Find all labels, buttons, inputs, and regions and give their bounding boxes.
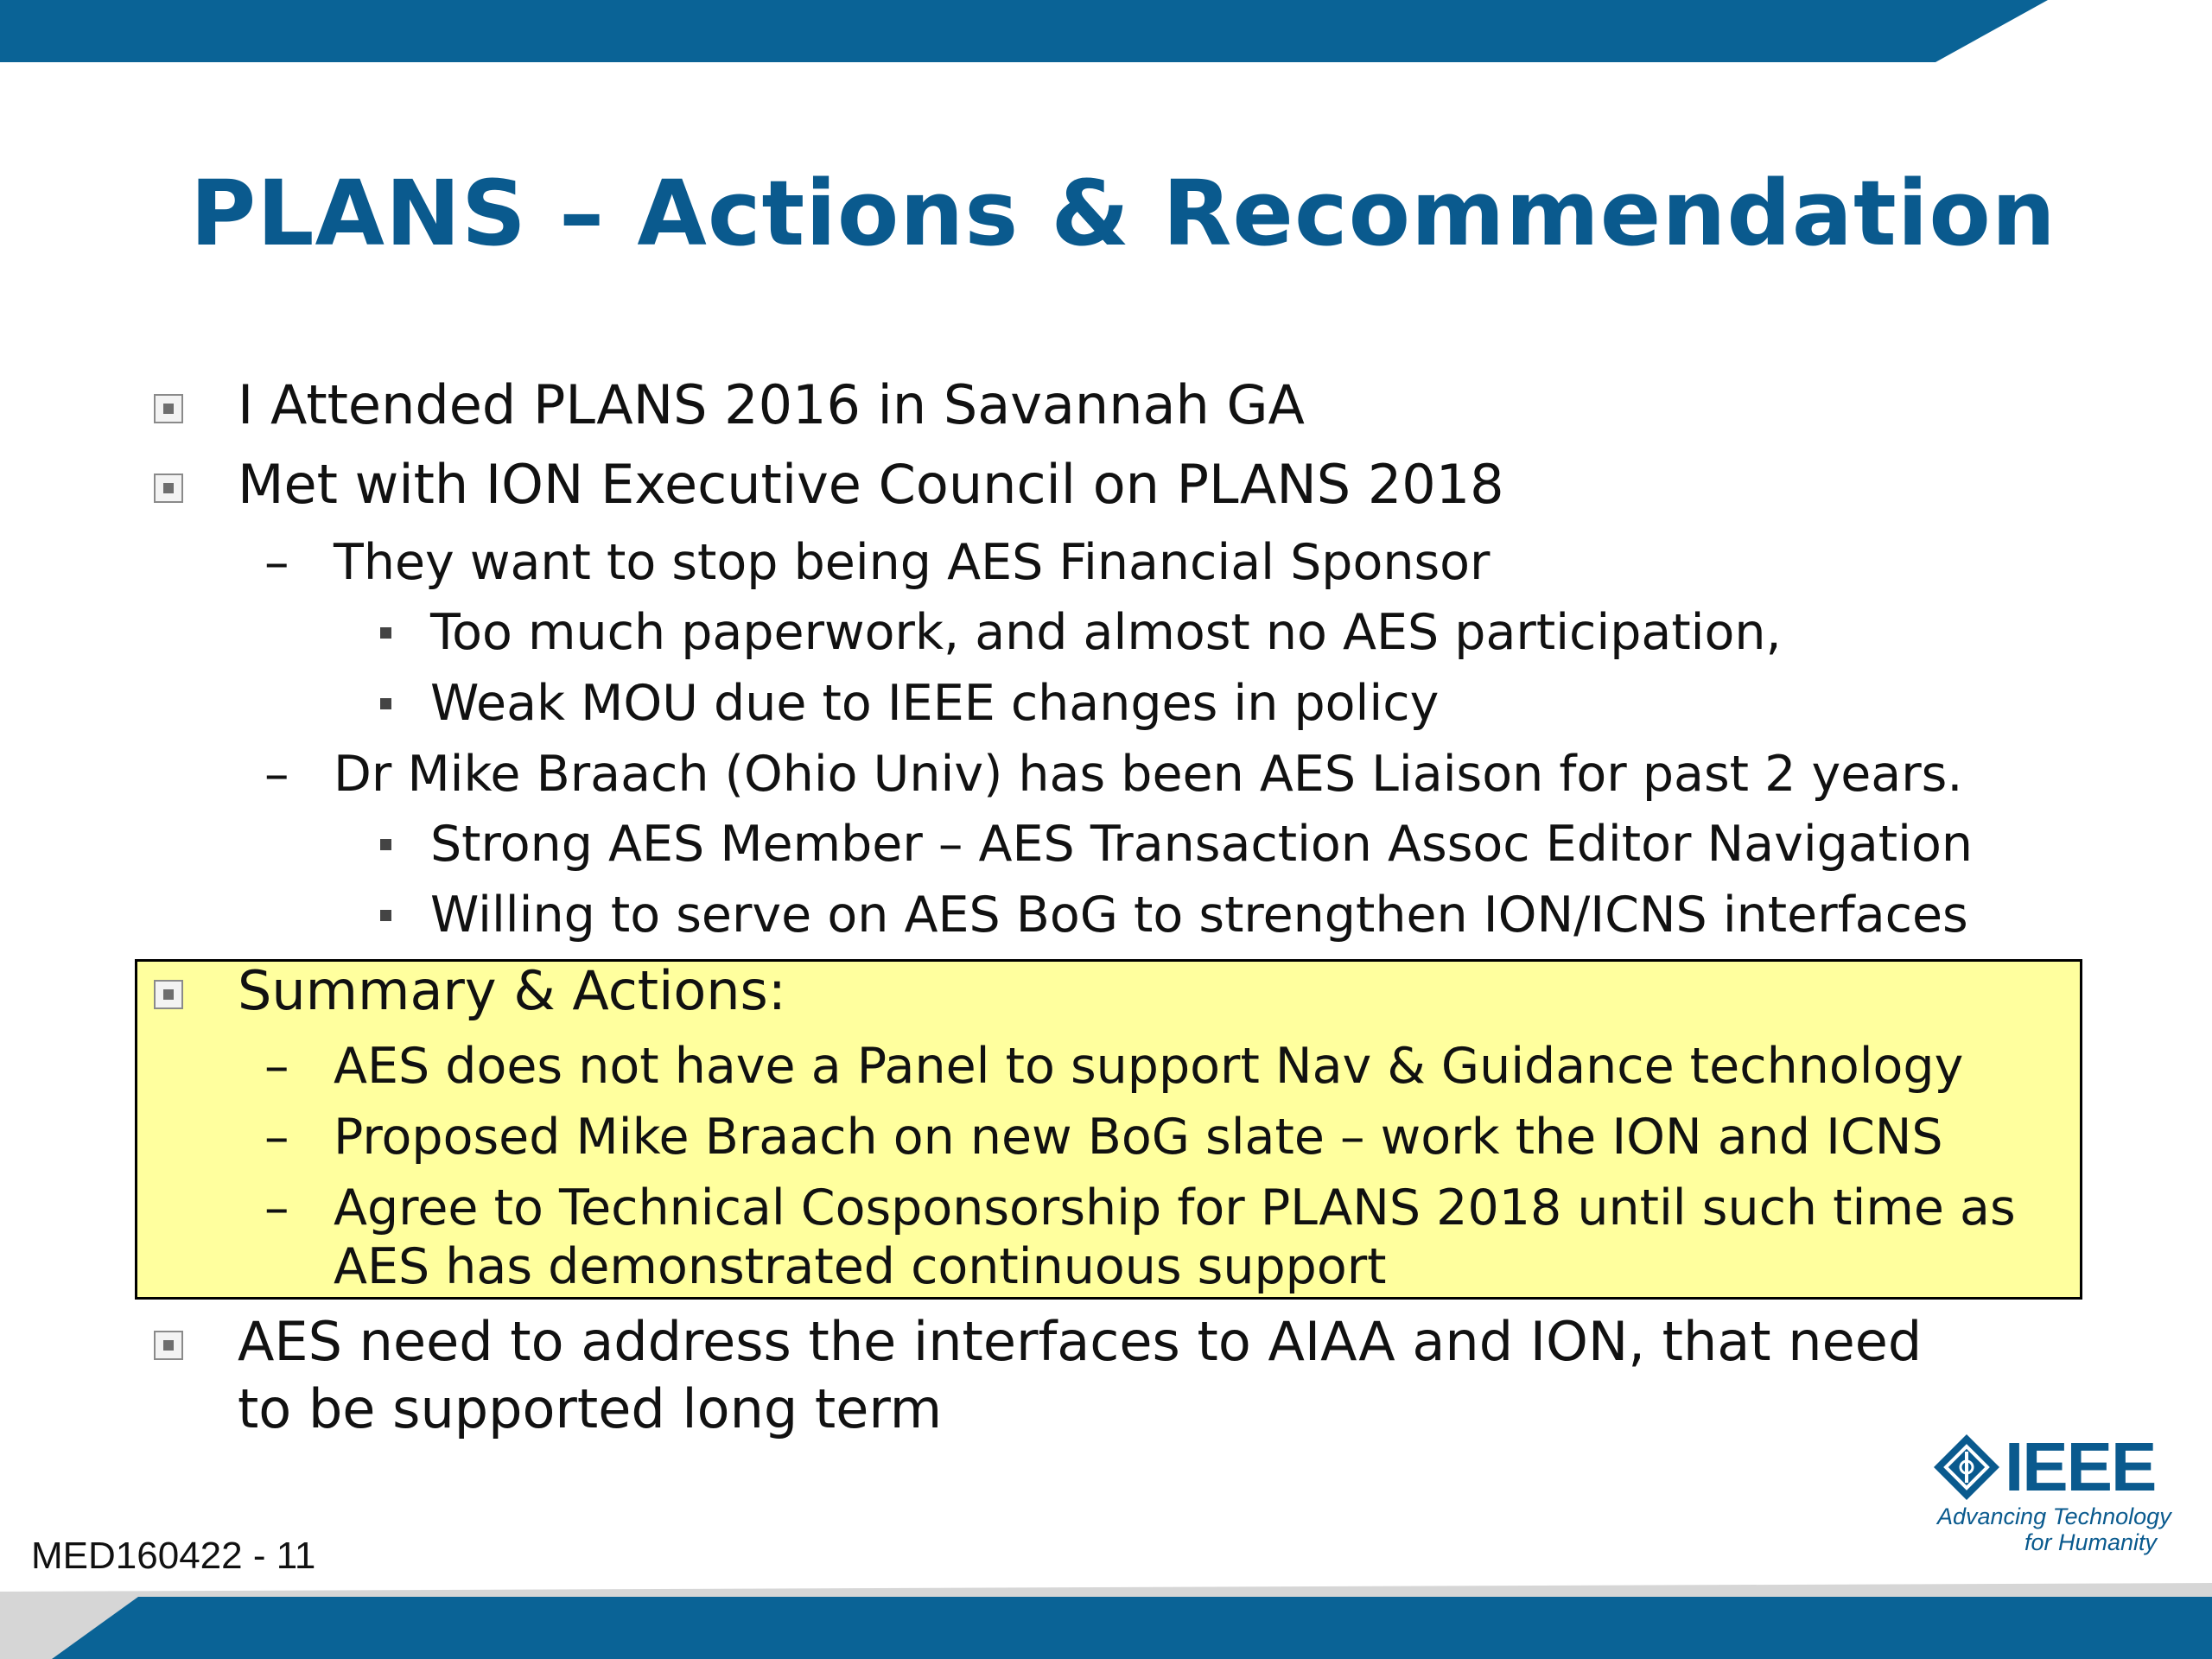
bullet-text: AES need to address the interfaces to AIAA and ION, that need xyxy=(238,1310,1923,1373)
bullet-text: Met with ION Executive Council on PLANS 2018 xyxy=(238,453,1504,516)
sub-sub-bullet-text: Strong AES Member – AES Transaction Assoc Editor Navigation xyxy=(430,816,1973,873)
bullet-square-icon xyxy=(154,980,183,1009)
dash-bullet-icon: – xyxy=(264,1038,289,1095)
bullet-text-continued: to be supported long term xyxy=(238,1377,943,1440)
sub-bullet-text: They want to stop being AES Financial Sponsor xyxy=(334,534,1491,591)
bottom-footer-band xyxy=(0,1571,2212,1659)
bullet-square-icon xyxy=(154,474,183,503)
ieee-diamond-icon xyxy=(1932,1433,2001,1502)
sub-sub-bullet-text: Willing to serve on AES BoG to strengthen ION/ICNS interfaces xyxy=(430,887,1968,944)
top-header-band xyxy=(0,0,2212,67)
small-square-bullet-icon xyxy=(380,698,391,709)
slide-footer-id: MED160422 - 11 xyxy=(31,1535,316,1577)
ieee-logo-wordmark: IEEE xyxy=(2005,1428,2156,1505)
dash-bullet-icon: – xyxy=(264,534,289,591)
slide-title: PLANS – Actions & Recommendation xyxy=(190,161,2056,266)
sub-bullet-text: AES does not have a Panel to support Nav & Guidance technology xyxy=(334,1038,1964,1095)
small-square-bullet-icon xyxy=(380,839,391,850)
sub-sub-bullet-text: Weak MOU due to IEEE changes in policy xyxy=(430,675,1440,732)
small-square-bullet-icon xyxy=(380,627,391,639)
sub-bullet-text: Dr Mike Braach (Ohio Univ) has been AES Liaison for past 2 years. xyxy=(334,746,1963,803)
small-square-bullet-icon xyxy=(380,910,391,921)
bullet-square-icon xyxy=(154,394,183,423)
dash-bullet-icon: – xyxy=(264,1179,289,1236)
bullet-text: I Attended PLANS 2016 in Savannah GA xyxy=(238,373,1305,436)
bullet-square-icon xyxy=(154,1331,183,1360)
sub-bullet-text: Proposed Mike Braach on new BoG slate – work the ION and ICNS xyxy=(334,1109,1943,1166)
summary-heading: Summary & Actions: xyxy=(238,959,786,1022)
sub-bullet-text: Agree to Technical Cosponsorship for PLANS 2018 until such time as xyxy=(334,1179,2016,1236)
ieee-tagline-line1: Advancing Technology xyxy=(1937,1503,2171,1529)
sub-sub-bullet-text: Too much paperwork, and almost no AES participation, xyxy=(430,604,1782,661)
sub-bullet-text-continued: AES has demonstrated continuous support xyxy=(334,1238,1387,1295)
dash-bullet-icon: – xyxy=(264,1109,289,1166)
ieee-tagline-line2: for Humanity xyxy=(2024,1529,2157,1555)
dash-bullet-icon: – xyxy=(264,746,289,803)
